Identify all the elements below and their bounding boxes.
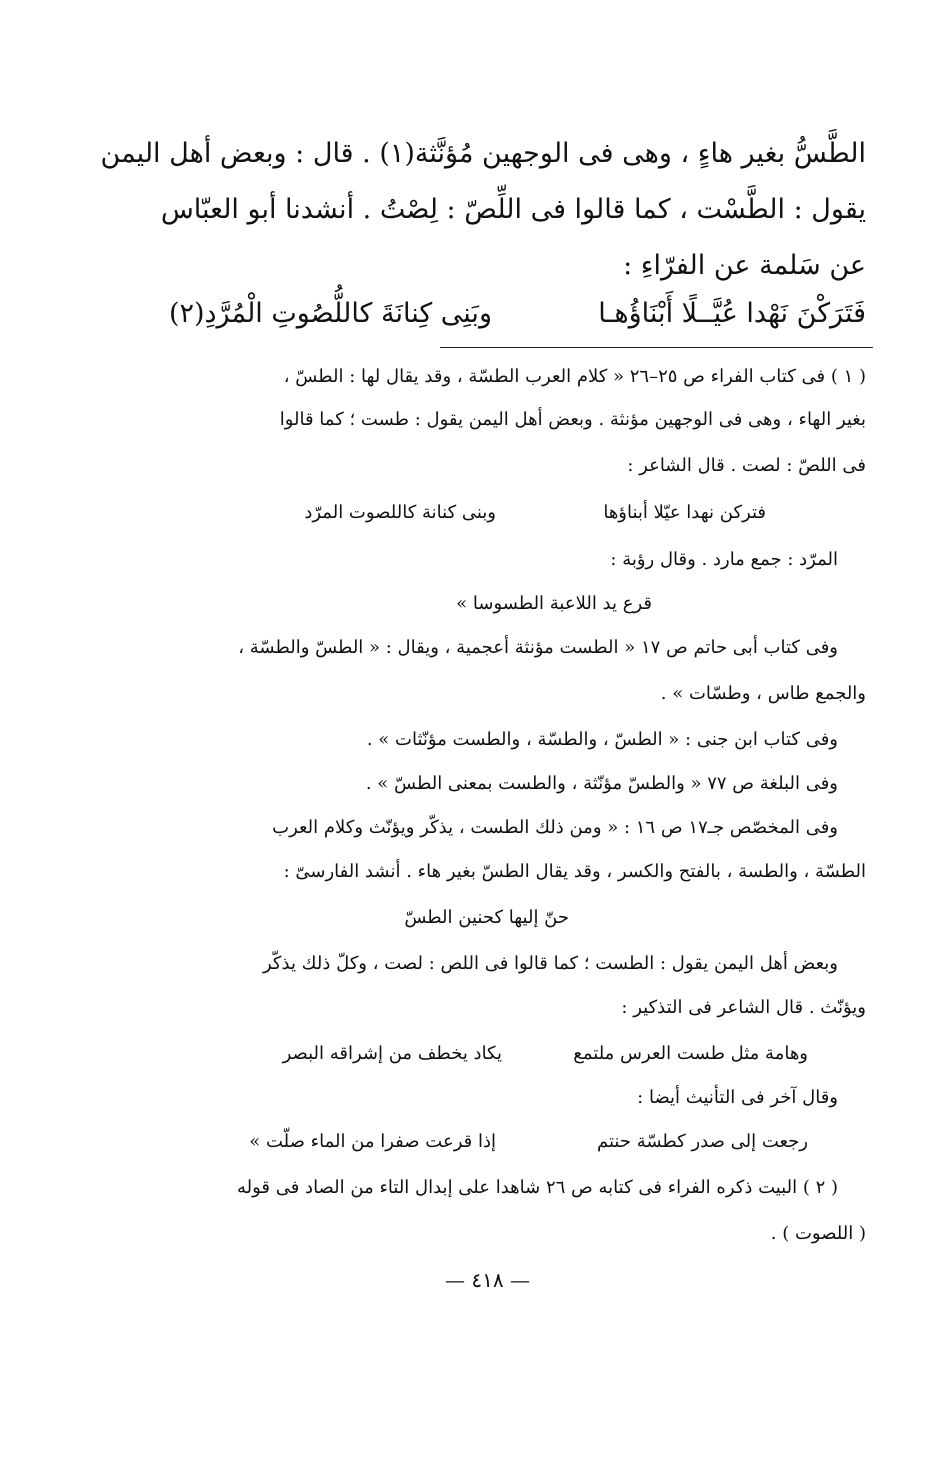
footnote-ruba-verse: قرع يد اللاعبة الطسوسا »: [456, 593, 652, 614]
main-verse-first-hemistich: فَتَرَكْنَ نَهْدا عُيَّــلًا أَبْنَاؤُهـا: [598, 298, 866, 329]
footnote-tanith-line: وقال آخر فى التأنيث أيضا :: [637, 1087, 838, 1108]
footnote-balagha-line: وفى البلغة ص ٧٧ « والطسّ مؤنّثة ، والطست بمعنى الطسّ » .: [365, 773, 838, 794]
footnote-1-line-3: فى اللصّ : لصت . قال الشاعر :: [627, 455, 866, 476]
main-text-line-1: الطَّسُّ بغير هاءٍ ، وهى فى الوجهين مُؤنَّثة(١) . قال : وبعض أهل اليمن: [100, 138, 866, 169]
footnote-abi-hatim-line-1: وفى كتاب أبى حاتم ص ١٧ « الطست مؤنثة أعجمية ، ويقال : « الطسّ والطسّة ،: [238, 637, 838, 658]
footnote-separator: [440, 347, 873, 348]
footnote-1-line-1: ( ١ ) فى كتاب الفراء ص ٢٥–٢٦ « كلام العرب الطسّة ، وقد يقال لها : الطسّ ،: [283, 366, 866, 387]
footnote-verse-1-first: فتركن نهدا عيّلا أبناؤها: [603, 502, 766, 523]
footnote-abi-hatim-line-2: والجمع طاس ، وطسّات » .: [660, 683, 866, 704]
footnote-ibn-jinni-line: وفى كتاب ابن جنى : « الطسّ ، والطسّة ، والطست مؤنّثات » .: [366, 729, 838, 750]
footnote-verse-1-second: وبنى كنانة كاللصوت المرّد: [304, 502, 496, 523]
footnote-tadhkir-verse-second: يكاد يخطف من إشراقه البصر: [282, 1043, 502, 1064]
footnote-2-line-1: ( ٢ ) البيت ذكره الفراء فى كتابه ص ٢٦ شاهدا على إبدال التاء من الصاد فى قوله: [236, 1177, 838, 1198]
footnote-2-line-2: ( اللصوت ) .: [770, 1223, 866, 1244]
footnote-mukhassas-line-2: الطسّة ، والطسة ، بالفتح والكسر ، وقد يقال الطسّ بغير هاء . أنشد الفارسىّ :: [283, 861, 866, 882]
page-number: — ٤١٨ —: [445, 1268, 530, 1292]
footnote-yemen-line-1: وبعض أهل اليمن يقول : الطست ؛ كما قالوا فى اللص : لصت ، وكلّ ذلك يذكّر: [263, 953, 838, 974]
footnote-mukhassas-line-1: وفى المخصّص جـ١٧ ص ١٦ : « ومن ذلك الطست ، يذكّر ويؤنّث وكلام العرب: [272, 817, 838, 838]
main-verse-second-hemistich: وبَنِى كِنانَةَ كاللُّصُوتِ الْمُرَّدِ(٢): [168, 298, 492, 329]
footnote-tadhkir-verse-first: وهامة مثل طست العرس ملتمع: [573, 1043, 808, 1064]
main-text-line-2: يقول : الطَّسْت ، كما قالوا فى اللِّصّ : لِصْتُ . أنشدنا أبو العبّاس: [160, 194, 866, 225]
footnote-1-line-2: بغير الهاء ، وهى فى الوجهين مؤنثة . وبعض أهل اليمن يقول : طست ؛ كما قالوا: [279, 409, 866, 430]
footnote-tanith-verse-first: رجعت إلى صدر كطسّة حنتم: [597, 1131, 808, 1152]
footnote-tanith-verse-second: إذا قرعت صفرا من الماء صلّت »: [249, 1131, 496, 1152]
footnote-murrad-line: المرّد : جمع مارد . وقال رؤبة :: [610, 549, 838, 570]
main-text-line-3: عن سَلمة عن الفرّاءِ :: [623, 250, 866, 281]
footnote-yemen-line-2: ويؤنّث . قال الشاعر فى التذكير :: [621, 997, 866, 1018]
footnote-farisi-verse: حنّ إليها كحنين الطسّ: [404, 907, 569, 928]
